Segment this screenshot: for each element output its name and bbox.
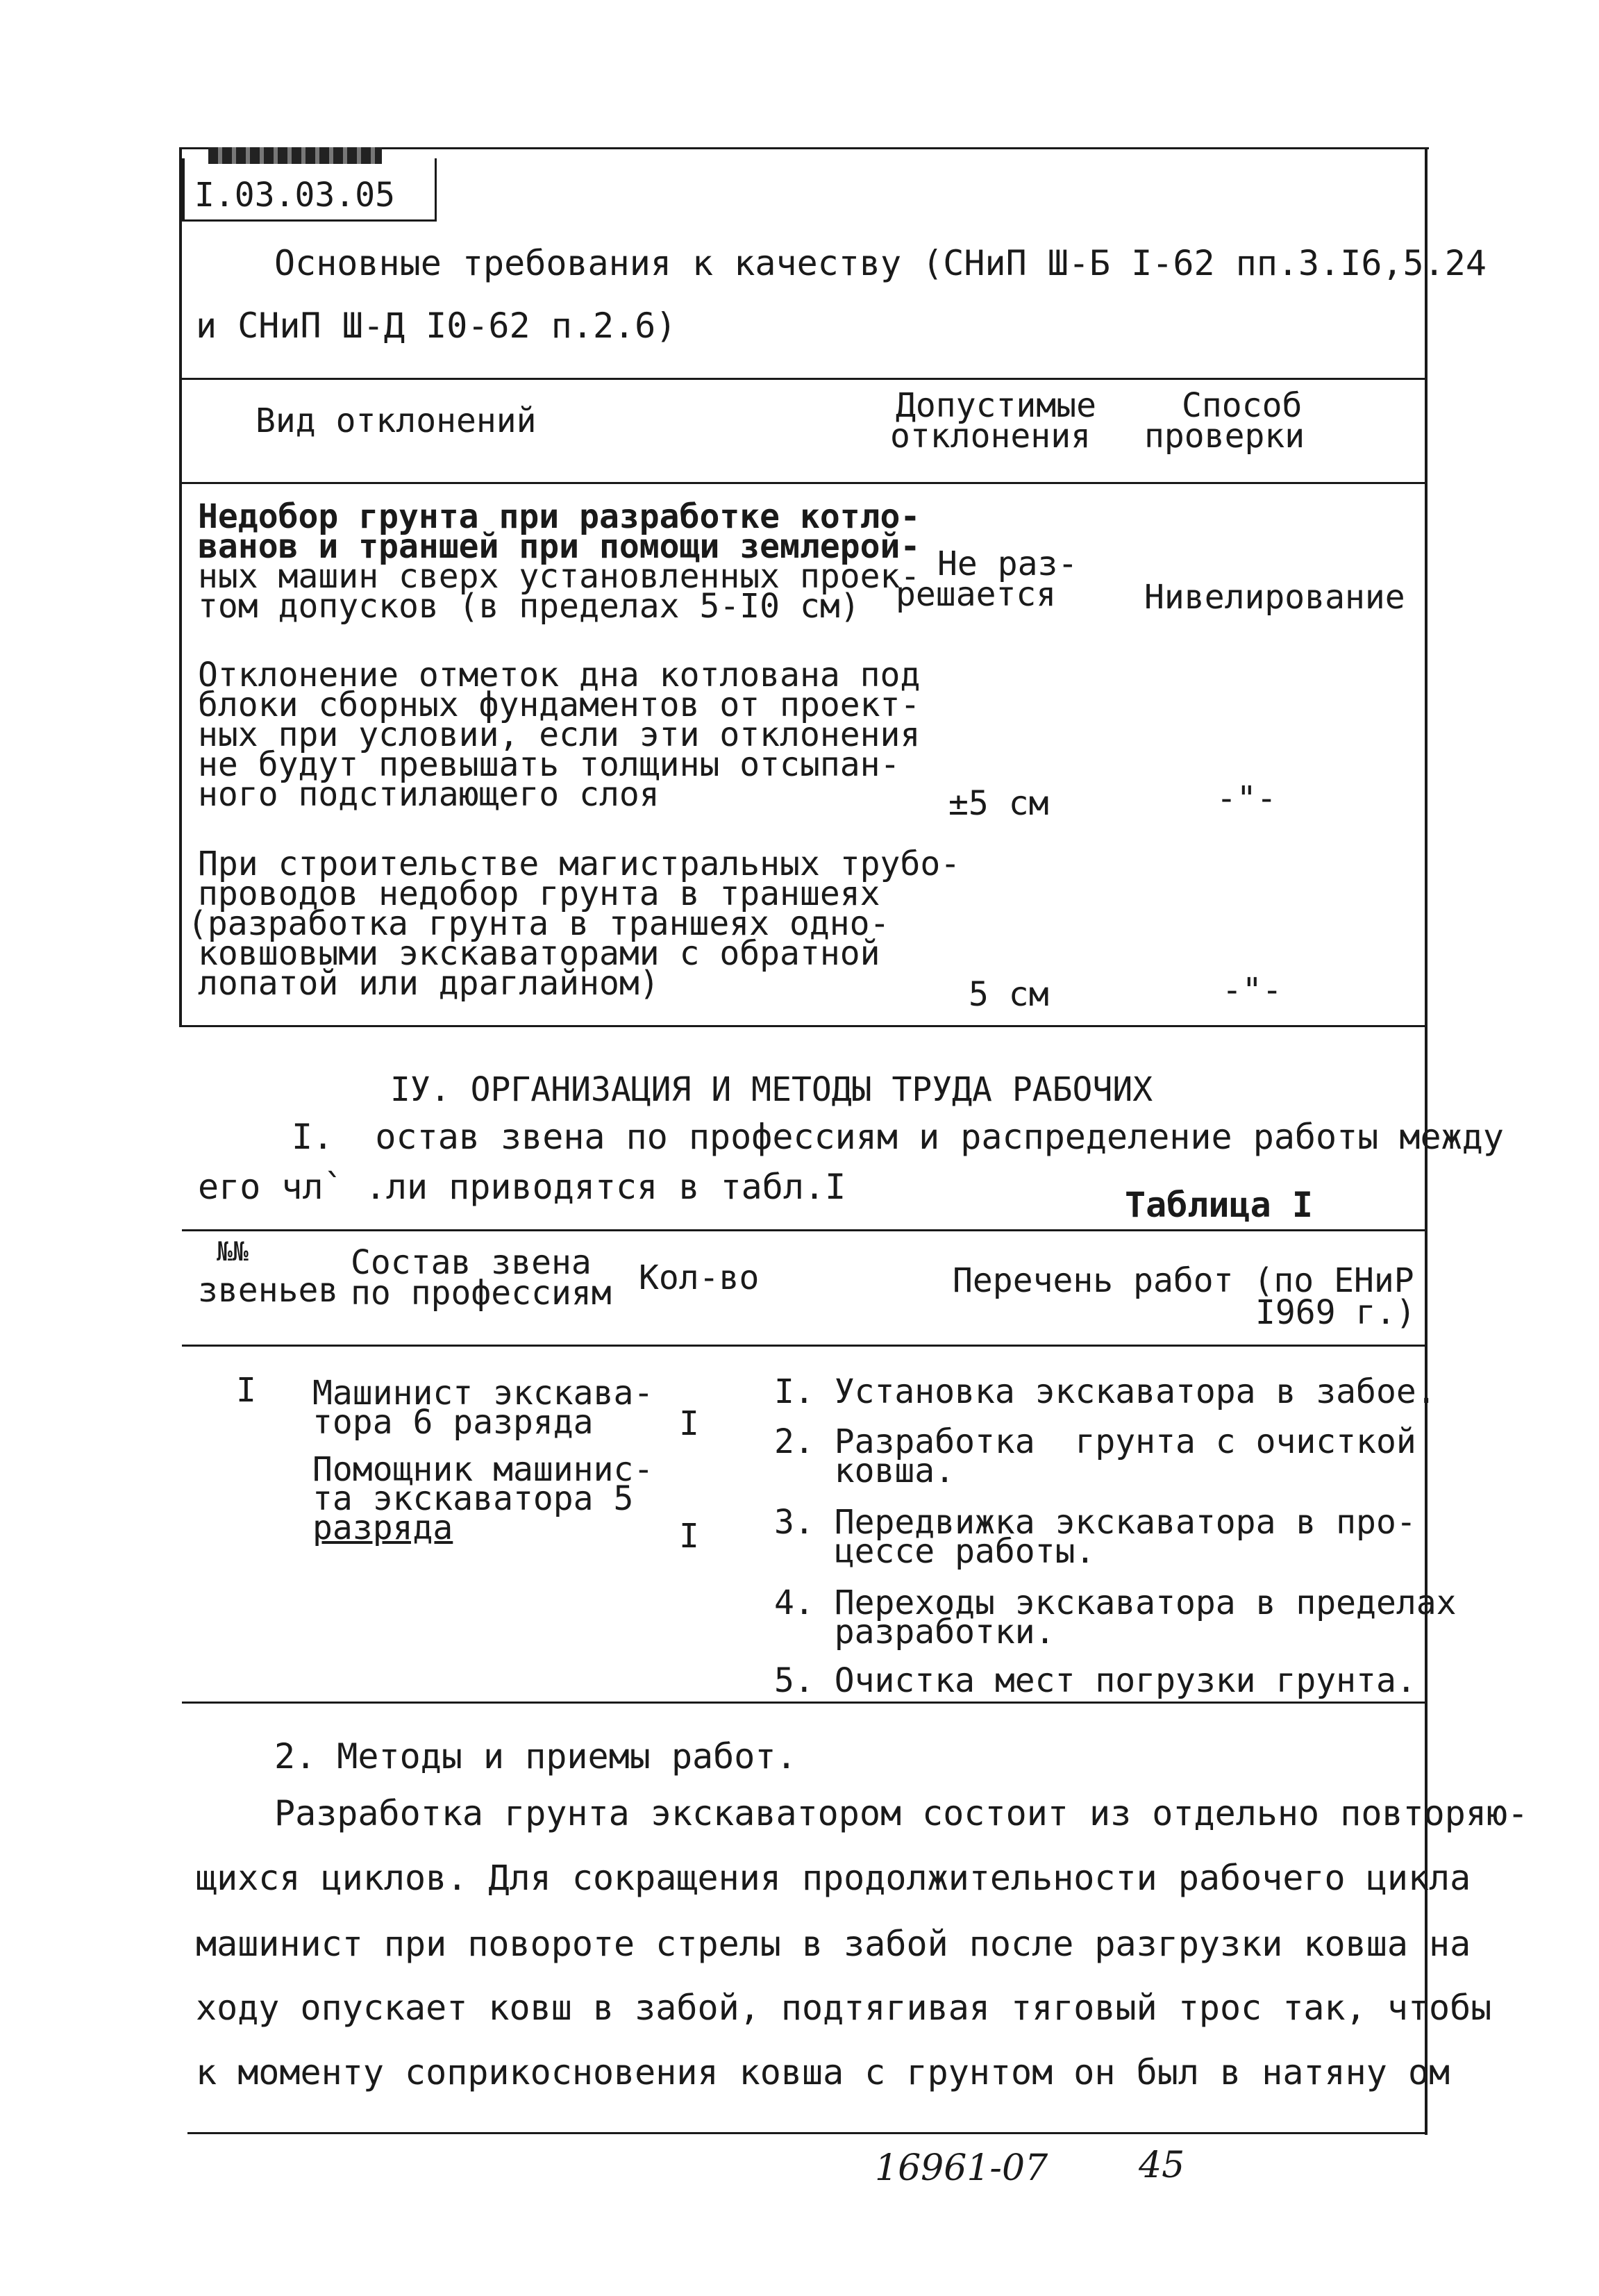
table2-header-works-2: I969 г.) (1255, 1293, 1416, 1332)
work-3-line-2: цессе работы. (774, 1532, 1096, 1571)
section-title: IУ. ОРГАНИЗАЦИЯ И МЕТОДЫ ТРУДА РАБОЧИХ (390, 1070, 1153, 1109)
row2-description-line-5: ного подстилающего слоя (198, 775, 660, 814)
table2-header-composition-1: Состав звена (351, 1243, 592, 1282)
row1-method: Нивелирование (1144, 578, 1405, 617)
member-2-line-1: Помощник машинис- (312, 1450, 654, 1489)
table1-header-method-1: Способ (1182, 386, 1303, 425)
table-label: Таблица I (1125, 1185, 1313, 1225)
work-2-line-2: ковша. (774, 1451, 955, 1490)
row3-description-line-1: При строительстве магистральных трубо- (198, 845, 961, 883)
row2-method: -"- (1216, 779, 1277, 818)
work-4-line-2: разработки. (774, 1613, 1055, 1652)
row2-tolerance: ±5 см (948, 784, 1049, 823)
section-para-line-2: его чл` .ли приводятся в табл.I (198, 1167, 846, 1207)
row3-method: -"- (1222, 971, 1282, 1010)
table2-header-rule (182, 1345, 1426, 1347)
row1-description-line-2: ванов и траншей при помощи землерой- (198, 527, 921, 566)
member-2-line-2: та экскаватора 5 (312, 1479, 634, 1518)
document-code: I.03.03.05 (194, 176, 395, 215)
table2-header-works-1: Перечень работ (по ЕНиР (953, 1261, 1414, 1300)
row3-tolerance: 5 см (969, 975, 1049, 1014)
row1-tolerance-line-1: Не раз- (937, 544, 1078, 583)
member-1-line-1: Машинист экскава- (312, 1374, 654, 1413)
table1-header-rule (179, 482, 1428, 484)
methods-text-line-4: ходу опускает ковш в забой, подтягивая тяговый трос так, чтобы (196, 1988, 1492, 2028)
methods-text-line-3: машинист при повороте стрелы в забой после разгрузки ковша на (196, 1924, 1471, 1964)
member-2-qty: I (679, 1517, 699, 1556)
table1-header-method-2: проверки (1144, 417, 1305, 456)
methods-text-line-5: к моменту соприкосновения ковша с грунтом он был в натяну ом (196, 2052, 1450, 2093)
table1-header-deviation-type: Вид отклонений (256, 401, 537, 440)
row1-description-line-3: ных машин сверх установленных проек- (198, 557, 921, 596)
methods-title: 2. Методы и приемы работ. (274, 1736, 797, 1777)
table2-header-qty: Кол-во (639, 1258, 760, 1297)
row2-description-line-2: блоки сборных фундаментов от проект- (198, 685, 921, 724)
work-4-line-1: 4. Переходы экскаватора в пределах (774, 1583, 1457, 1622)
row3-description-line-5: лопатой или драглайном) (198, 964, 660, 1003)
section-para-line-1: I. остав звена по профессиям и распределение работы между (292, 1117, 1504, 1157)
member-2-line-3: разряда (312, 1508, 453, 1547)
table2-header-num-1: №№ (217, 1236, 249, 1267)
left-border (179, 147, 182, 1026)
table2-top-rule (182, 1229, 1426, 1231)
work-5-line-1: 5. Очистка мест погрузки грунта. (774, 1661, 1416, 1700)
row2-description-line-4: не будут превышать толщины отсыпан- (198, 745, 901, 784)
row3-description-line-2: проводов недобор грунта в траншеях (198, 874, 880, 913)
row1-description-line-4: том допусков (в пределах 5-I0 см) (198, 587, 860, 626)
footer-code: 16961-07 (875, 2147, 1048, 2189)
table1-top-rule (179, 378, 1428, 380)
methods-text-line-1: Разработка грунта экскаватором состоит из отдельно повторяю- (274, 1793, 1529, 1833)
page-number: 45 (1139, 2145, 1185, 2186)
table2-row-number: I (236, 1371, 256, 1410)
row3-description-line-3: (разработка грунта в траншеях одно- (187, 904, 890, 943)
table1-bottom-rule (179, 1025, 1428, 1027)
table2-bottom-rule (182, 1702, 1426, 1704)
row2-description-line-1: Отклонение отметок дна котлована под (198, 656, 921, 694)
member-1-line-2: тора 6 разряда (312, 1403, 594, 1442)
quality-intro-line-1: Основные требования к качеству (СНиП Ш-Б I-62 пп.3.I6,5.24 (274, 243, 1487, 283)
table1-header-tolerance-1: Допустимые (896, 386, 1096, 425)
work-3-line-1: 3. Передвижка экскаватора в про- (774, 1503, 1416, 1542)
methods-text-line-2: щихся циклов. Для сокращения продолжительности рабочего цикла (196, 1858, 1471, 1898)
row1-tolerance-line-2: решается (896, 575, 1057, 614)
member-1-qty: I (679, 1404, 699, 1443)
table2-header-composition-2: по профессиям (351, 1274, 612, 1313)
row3-description-line-4: ковшовыми экскаваторами с обратной (198, 934, 880, 973)
table1-header-tolerance-2: отклонения (890, 417, 1091, 456)
row2-description-line-3: ных при условии, если эти отклонения (198, 715, 921, 754)
table2-header-num-2: звеньев (198, 1271, 339, 1310)
quality-intro-line-2: и СНиП Ш-Д I0-62 п.2.6) (196, 306, 677, 346)
work-1-line-1: I. Установка экскаватора в забое. (774, 1372, 1437, 1411)
row1-description-line-1: Недобор грунта при разработке котло- (198, 497, 921, 536)
work-2-line-1: 2. Разработка грунта с очисткой (774, 1422, 1416, 1461)
bottom-rule (187, 2132, 1428, 2134)
